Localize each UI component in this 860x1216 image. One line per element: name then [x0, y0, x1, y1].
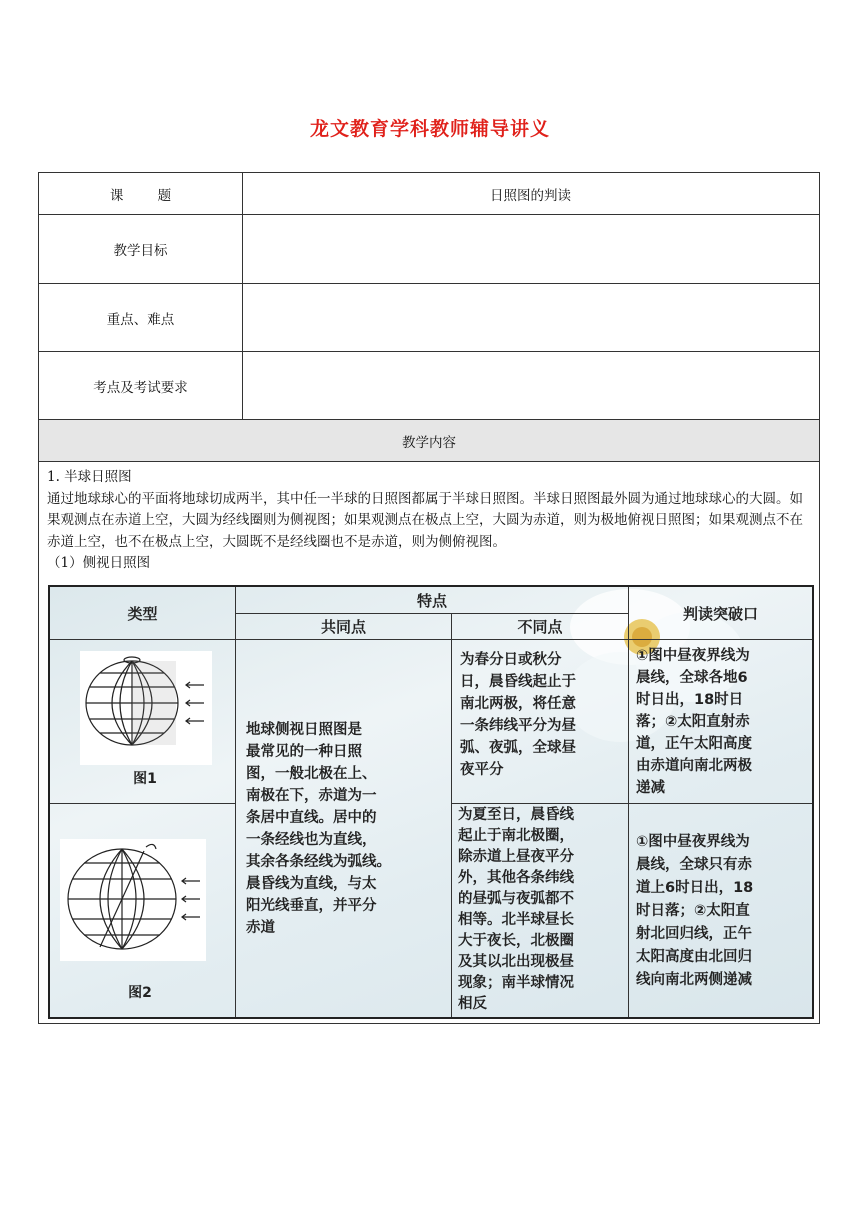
section-paragraph: 通过地球球心的平面将地球切成两半，其中任一半球的日照图都属于半球日照图。半球日照图最外圆为通过地球球心的大圆。如果观测点在赤道上空，大圆为经线圈则为侧视图；如果观测点在极点上空，大圆为赤道，则为极地俯视日照图；如果观测点不在赤道上空，也不在极点上空，大圆既不是经线圈也不是赤道，则为侧俯视图。 [47, 490, 803, 550]
common-features-text: 地球侧视日照图是 最常见的一种日照 图，一般北极在上、 南极在下，赤道为一 条居中直线。居中的 一条经线也为直线， 其余各条经线为弧线。 晨昏线为直线，与太 阳光线垂直，并平分 赤道 [246, 722, 391, 936]
figure1-label: 图1 [133, 771, 157, 787]
topic-value: 日照图的判读 [490, 187, 571, 204]
header-key: 判读突破口 [682, 604, 758, 623]
content-body [47, 467, 813, 575]
figure2-globe-diagram [60, 839, 206, 961]
side-view-figure-table [48, 585, 814, 1019]
goal-value [242, 215, 819, 283]
section-heading: 1. 半球日照图 [47, 469, 132, 485]
exam-value [242, 352, 819, 419]
subheading: （1）侧视日照图 [47, 555, 151, 571]
row-topic [39, 173, 819, 215]
key-label: 重点、难点 [39, 284, 243, 351]
fig2-key-text: ①图中昼夜界线为 晨线，全球只有赤 道上6时日出，18 时日落；②太阳直 射北回归线，正午 太阳高度由北回归 线向南北两侧递减 [636, 834, 754, 988]
header-different: 不同点 [517, 618, 563, 636]
fig2-differences-text: 为夏至日，晨昏线 起止于南北极圈， 除赤道上昼夜平分 外，其他各条纬线 的昼弧与夜弧都不 相等。北半球昼长 大于夜长，北极圈 及其以北出现极昼 现象；南半球情况 相反 [458, 807, 574, 1012]
exam-label: 考点及考试要求 [39, 352, 243, 419]
content-header: 教学内容 [39, 420, 819, 462]
row-key-points [39, 284, 819, 352]
figure1-globe-diagram [80, 651, 212, 765]
row-exam [39, 352, 819, 420]
fig1-key-text: ①图中昼夜界线为 晨线，全球各地6 时日出，18时日 落；②太阳直射赤 道，正午太阳高度 由赤道向南北两极 递减 [636, 648, 752, 796]
topic-label: 课 题 [39, 173, 243, 214]
header-type: 类型 [127, 604, 158, 623]
goal-label: 教学目标 [39, 215, 243, 283]
document-title: 龙文教育学科教师辅导讲义 [309, 118, 550, 140]
key-value [242, 284, 819, 351]
header-common: 共同点 [320, 618, 366, 636]
fig1-differences-text: 为春分日或秋分 日，晨昏线起止于 南北两极，将任意 一条纬线平分为昼 弧、夜弧，全球昼 夜平分 [460, 652, 576, 778]
figure2-label: 图2 [128, 985, 152, 1001]
header-features: 特点 [416, 591, 447, 610]
row-goal [39, 215, 819, 284]
lesson-table [38, 172, 820, 1024]
